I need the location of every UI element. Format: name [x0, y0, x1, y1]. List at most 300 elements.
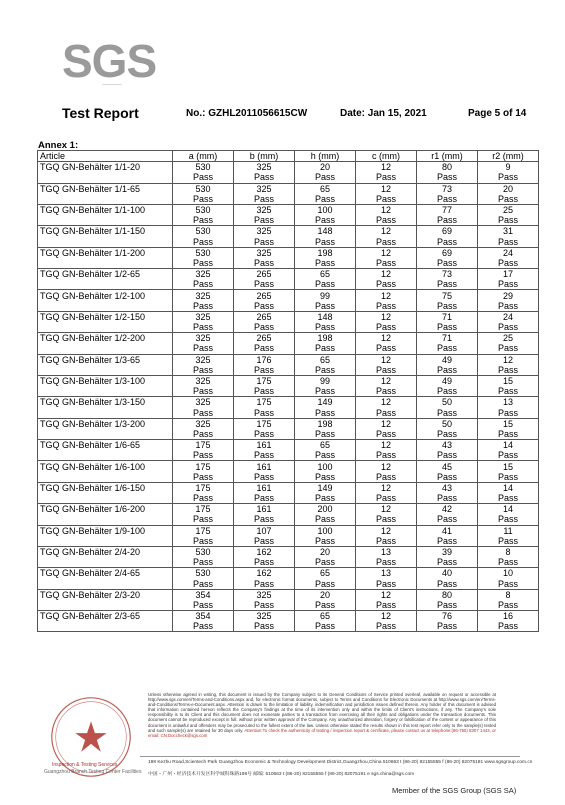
- result-cell: Pass: [478, 600, 539, 611]
- result-cell: Pass: [173, 322, 234, 333]
- article-cell: TGQ GN-Behälter 1/1-65: [38, 183, 173, 194]
- value-cell: 73: [417, 269, 478, 280]
- value-cell: 162: [234, 546, 295, 557]
- column-header: Article: [38, 151, 173, 162]
- value-cell: 530: [173, 204, 234, 215]
- result-cell: Pass: [356, 600, 417, 611]
- result-cell: Pass: [234, 322, 295, 333]
- article-cell: TGQ GN-Behälter 1/3-100: [38, 375, 173, 386]
- result-cell: Pass: [478, 194, 539, 205]
- result-cell: Pass: [478, 429, 539, 440]
- value-cell: 325: [173, 418, 234, 429]
- result-cell: Pass: [173, 514, 234, 525]
- result-cell: Pass: [356, 343, 417, 354]
- result-cell: Pass: [234, 172, 295, 183]
- value-cell: 75: [417, 290, 478, 301]
- result-cell: Pass: [295, 172, 356, 183]
- value-cell: 12: [356, 333, 417, 344]
- article-cell: TGQ GN-Behälter 1/6-65: [38, 440, 173, 451]
- value-cell: 65: [295, 611, 356, 622]
- result-cell: Pass: [295, 365, 356, 376]
- result-cell: Pass: [417, 172, 478, 183]
- result-cell: Pass: [478, 258, 539, 269]
- result-cell: Pass: [478, 621, 539, 632]
- article-cell: TGQ GN-Behälter 2/4-20: [38, 546, 173, 557]
- value-cell: 325: [173, 333, 234, 344]
- result-cell: Pass: [417, 343, 478, 354]
- value-cell: 325: [234, 162, 295, 173]
- result-cell: Pass: [234, 365, 295, 376]
- result-cell: Pass: [295, 322, 356, 333]
- value-cell: 15: [478, 375, 539, 386]
- article-cell: TGQ GN-Behälter 1/2-150: [38, 311, 173, 322]
- result-row: [38, 579, 539, 590]
- table-row: [38, 204, 539, 215]
- value-cell: 175: [173, 461, 234, 472]
- value-cell: 14: [478, 482, 539, 493]
- article-cell-empty: [38, 365, 173, 376]
- result-cell: Pass: [417, 472, 478, 483]
- result-row: [38, 386, 539, 397]
- report-title: Test Report: [62, 105, 139, 121]
- result-row: [38, 322, 539, 333]
- value-cell: 12: [356, 482, 417, 493]
- value-cell: 20: [295, 589, 356, 600]
- article-cell: TGQ GN-Behälter 1/1-200: [38, 247, 173, 258]
- result-cell: Pass: [295, 215, 356, 226]
- value-cell: 325: [234, 589, 295, 600]
- value-cell: 16: [478, 611, 539, 622]
- result-cell: Pass: [173, 450, 234, 461]
- value-cell: 100: [295, 461, 356, 472]
- result-cell: Pass: [295, 386, 356, 397]
- result-cell: Pass: [417, 429, 478, 440]
- result-cell: Pass: [295, 279, 356, 290]
- article-cell: TGQ GN-Behälter 1/2-200: [38, 333, 173, 344]
- table-row: [38, 311, 539, 322]
- article-cell-empty: [38, 472, 173, 483]
- result-cell: Pass: [295, 301, 356, 312]
- value-cell: 80: [417, 162, 478, 173]
- value-cell: 24: [478, 247, 539, 258]
- sgs-logo-underline: [62, 84, 162, 94]
- result-cell: Pass: [234, 258, 295, 269]
- value-cell: 265: [234, 290, 295, 301]
- result-cell: Pass: [417, 194, 478, 205]
- result-cell: Pass: [295, 536, 356, 547]
- value-cell: 161: [234, 440, 295, 451]
- value-cell: 200: [295, 504, 356, 515]
- table-row: [38, 611, 539, 622]
- result-cell: Pass: [234, 215, 295, 226]
- result-cell: Pass: [295, 450, 356, 461]
- column-header: a (mm): [173, 151, 234, 162]
- article-cell: TGQ GN-Behälter 1/1-20: [38, 162, 173, 173]
- result-cell: Pass: [478, 408, 539, 419]
- result-cell: Pass: [234, 279, 295, 290]
- value-cell: 12: [356, 397, 417, 408]
- article-cell: TGQ GN-Behälter 1/6-100: [38, 461, 173, 472]
- result-cell: Pass: [417, 493, 478, 504]
- value-cell: 20: [295, 162, 356, 173]
- value-cell: 161: [234, 504, 295, 515]
- result-cell: Pass: [234, 408, 295, 419]
- result-cell: Pass: [417, 536, 478, 547]
- table-row: [38, 568, 539, 579]
- article-cell-empty: [38, 579, 173, 590]
- result-cell: Pass: [173, 258, 234, 269]
- result-cell: Pass: [417, 279, 478, 290]
- address-chinese: 中国・广州・经济技术开发区科学城科珠路198号 邮编: 510663 t (86-20) 82155555 f (86-20) 82075191 e sgs.china@sgs.com: [148, 772, 415, 777]
- value-cell: 12: [356, 418, 417, 429]
- value-cell: 175: [234, 418, 295, 429]
- value-cell: 325: [173, 290, 234, 301]
- result-cell: Pass: [234, 301, 295, 312]
- result-cell: Pass: [478, 557, 539, 568]
- value-cell: 9: [478, 162, 539, 173]
- report-number: No.: GZHL2011056615CW: [186, 108, 308, 119]
- result-cell: Pass: [173, 301, 234, 312]
- column-header: b (mm): [234, 151, 295, 162]
- result-cell: Pass: [234, 386, 295, 397]
- result-cell: Pass: [478, 536, 539, 547]
- value-cell: 265: [234, 311, 295, 322]
- value-cell: 11: [478, 525, 539, 536]
- result-cell: Pass: [478, 514, 539, 525]
- table-row: [38, 589, 539, 600]
- result-cell: Pass: [356, 215, 417, 226]
- article-cell-empty: [38, 408, 173, 419]
- value-cell: 100: [295, 525, 356, 536]
- value-cell: 69: [417, 247, 478, 258]
- value-cell: 175: [234, 375, 295, 386]
- result-cell: Pass: [356, 557, 417, 568]
- value-cell: 12: [478, 354, 539, 365]
- value-cell: 530: [173, 162, 234, 173]
- article-cell-empty: [38, 279, 173, 290]
- value-cell: 13: [356, 568, 417, 579]
- article-cell-empty: [38, 172, 173, 183]
- result-cell: Pass: [173, 472, 234, 483]
- article-cell-empty: [38, 301, 173, 312]
- result-cell: Pass: [356, 472, 417, 483]
- result-cell: Pass: [417, 514, 478, 525]
- article-cell: TGQ GN-Behälter 1/6-150: [38, 482, 173, 493]
- value-cell: 12: [356, 311, 417, 322]
- article-cell-empty: [38, 514, 173, 525]
- result-cell: Pass: [234, 450, 295, 461]
- value-cell: 65: [295, 440, 356, 451]
- value-cell: 325: [173, 354, 234, 365]
- result-cell: Pass: [173, 215, 234, 226]
- result-cell: Pass: [356, 450, 417, 461]
- article-cell-empty: [38, 450, 173, 461]
- value-cell: 12: [356, 247, 417, 258]
- value-cell: 12: [356, 525, 417, 536]
- result-cell: Pass: [417, 408, 478, 419]
- value-cell: 325: [173, 269, 234, 280]
- value-cell: 325: [234, 226, 295, 237]
- result-cell: Pass: [478, 472, 539, 483]
- result-cell: Pass: [417, 621, 478, 632]
- value-cell: 12: [356, 375, 417, 386]
- value-cell: 325: [173, 375, 234, 386]
- article-cell: TGQ GN-Behälter 1/9-100: [38, 525, 173, 536]
- value-cell: 12: [356, 269, 417, 280]
- value-cell: 176: [234, 354, 295, 365]
- result-cell: Pass: [234, 343, 295, 354]
- table-row: [38, 226, 539, 237]
- article-cell: TGQ GN-Behälter 1/2-65: [38, 269, 173, 280]
- value-cell: 71: [417, 333, 478, 344]
- value-cell: 175: [173, 504, 234, 515]
- value-cell: 175: [234, 397, 295, 408]
- result-row: [38, 215, 539, 226]
- page-number: Page 5 of 14: [468, 108, 527, 119]
- result-cell: Pass: [417, 365, 478, 376]
- value-cell: 354: [173, 589, 234, 600]
- result-cell: Pass: [478, 237, 539, 248]
- table-row: [38, 440, 539, 451]
- result-cell: Pass: [173, 536, 234, 547]
- article-cell: TGQ GN-Behälter 2/4-65: [38, 568, 173, 579]
- result-cell: Pass: [417, 557, 478, 568]
- value-cell: 325: [173, 397, 234, 408]
- value-cell: 10: [478, 568, 539, 579]
- value-cell: 12: [356, 461, 417, 472]
- result-cell: Pass: [173, 621, 234, 632]
- result-cell: Pass: [295, 472, 356, 483]
- sgs-logo: SGS: [62, 35, 157, 87]
- table-row: [38, 375, 539, 386]
- result-cell: Pass: [173, 172, 234, 183]
- result-cell: Pass: [234, 194, 295, 205]
- result-cell: Pass: [478, 579, 539, 590]
- article-cell-empty: [38, 258, 173, 269]
- result-row: [38, 172, 539, 183]
- value-cell: 530: [173, 226, 234, 237]
- value-cell: 325: [234, 611, 295, 622]
- result-cell: Pass: [234, 237, 295, 248]
- result-cell: Pass: [356, 237, 417, 248]
- result-cell: Pass: [295, 579, 356, 590]
- footer-disclaimer: Unless otherwise agreed in writing, this document is issued by the Company subject to its General Conditions of Service printed overleaf, available on request or accessible at http://www.sgs.com/en/Terms-and-Conditions.aspx and, for electronic format documents, subject to Terms and Conditions for Electronic Documents at http://www.sgs.com/en/Terms-and-Conditions/Terms-e-Document.aspx. Attention is drawn to the limitation of liability, indemnification and jurisdiction issues defined therein. Any holder of this document is advised that information contained hereon reflects the Company's findings at the time of its intervention only and within the limits of Client's instructions, if any. The Company's sole responsibility is to its Client and this document does not exonerate parties to a transaction from exercising all their rights and obligations under the transaction documents. This document cannot be reproduced except in full, without prior written approval of the Company. Any unauthorized alteration, forgery or falsification of the content or appearance of this document is unlawful and offenders may be prosecuted to the fullest extent of the law. Unless otherwise stated the results shown in this test report refer only to the sample(s) tested and such sample(s) are retained for 30 days only. Attention:To check the authenticity of testing / inspection report & certificate, please contact us at telephone:(86-755) 8307 1443, or email: CN.Doccheck@sgs.com: [148, 692, 496, 738]
- result-cell: Pass: [295, 557, 356, 568]
- article-cell-empty: [38, 322, 173, 333]
- result-cell: Pass: [478, 301, 539, 312]
- value-cell: 20: [295, 546, 356, 557]
- value-cell: 77: [417, 204, 478, 215]
- value-cell: 14: [478, 504, 539, 515]
- value-cell: 45: [417, 461, 478, 472]
- value-cell: 12: [356, 226, 417, 237]
- result-cell: Pass: [356, 279, 417, 290]
- article-cell-empty: [38, 237, 173, 248]
- value-cell: 530: [173, 546, 234, 557]
- value-cell: 40: [417, 568, 478, 579]
- value-cell: 73: [417, 183, 478, 194]
- result-cell: Pass: [234, 514, 295, 525]
- result-row: [38, 450, 539, 461]
- authenticity-notice: Attention:To check the authenticity of testing / inspection report & certificate, please contact us at telephone:(86-755) 8307 1443, or email: CN.Doccheck@sgs.com: [148, 727, 496, 738]
- result-cell: Pass: [234, 472, 295, 483]
- value-cell: 65: [295, 568, 356, 579]
- result-cell: Pass: [478, 279, 539, 290]
- value-cell: 149: [295, 482, 356, 493]
- result-cell: Pass: [173, 365, 234, 376]
- value-cell: 43: [417, 482, 478, 493]
- value-cell: 265: [234, 333, 295, 344]
- value-cell: 162: [234, 568, 295, 579]
- value-cell: 99: [295, 375, 356, 386]
- result-cell: Pass: [356, 172, 417, 183]
- value-cell: 99: [295, 290, 356, 301]
- result-row: [38, 365, 539, 376]
- value-cell: 8: [478, 546, 539, 557]
- annex-label: Annex 1:: [38, 140, 79, 151]
- result-cell: Pass: [478, 215, 539, 226]
- result-cell: Pass: [295, 237, 356, 248]
- report-date: Date: Jan 15, 2021: [340, 108, 427, 119]
- value-cell: 12: [356, 504, 417, 515]
- article-cell: TGQ GN-Behälter 2/3-20: [38, 589, 173, 600]
- result-cell: Pass: [478, 386, 539, 397]
- value-cell: 12: [356, 204, 417, 215]
- value-cell: 161: [234, 482, 295, 493]
- result-cell: Pass: [295, 621, 356, 632]
- table-row: [38, 525, 539, 536]
- result-row: [38, 301, 539, 312]
- column-header: r2 (mm): [478, 151, 539, 162]
- value-cell: 50: [417, 397, 478, 408]
- table-row: [38, 504, 539, 515]
- result-cell: Pass: [356, 514, 417, 525]
- result-cell: Pass: [356, 579, 417, 590]
- value-cell: 17: [478, 269, 539, 280]
- value-cell: 50: [417, 418, 478, 429]
- value-cell: 15: [478, 461, 539, 472]
- value-cell: 71: [417, 311, 478, 322]
- result-cell: Pass: [173, 493, 234, 504]
- result-row: [38, 493, 539, 504]
- member-notice: Member of the SGS Group (SGS SA): [392, 786, 517, 795]
- value-cell: 29: [478, 290, 539, 301]
- article-cell: TGQ GN-Behälter 1/2-100: [38, 290, 173, 301]
- table-row: [38, 247, 539, 258]
- value-cell: 65: [295, 354, 356, 365]
- value-cell: 198: [295, 418, 356, 429]
- article-cell-empty: [38, 215, 173, 226]
- result-cell: Pass: [478, 493, 539, 504]
- result-row: [38, 279, 539, 290]
- result-row: [38, 408, 539, 419]
- result-row: [38, 194, 539, 205]
- result-row: [38, 621, 539, 632]
- value-cell: 8: [478, 589, 539, 600]
- result-row: [38, 258, 539, 269]
- result-cell: Pass: [356, 429, 417, 440]
- article-cell-empty: [38, 194, 173, 205]
- article-cell-empty: [38, 621, 173, 632]
- value-cell: 198: [295, 247, 356, 258]
- value-cell: 49: [417, 354, 478, 365]
- value-cell: 15: [478, 418, 539, 429]
- value-cell: 20: [478, 183, 539, 194]
- result-cell: Pass: [173, 237, 234, 248]
- result-cell: Pass: [173, 557, 234, 568]
- table-row: [38, 461, 539, 472]
- value-cell: 325: [234, 204, 295, 215]
- result-cell: Pass: [417, 258, 478, 269]
- result-row: [38, 472, 539, 483]
- value-cell: 31: [478, 226, 539, 237]
- result-cell: Pass: [234, 621, 295, 632]
- table-row: [38, 482, 539, 493]
- value-cell: 175: [173, 482, 234, 493]
- value-cell: 14: [478, 440, 539, 451]
- result-cell: Pass: [173, 600, 234, 611]
- result-cell: Pass: [478, 322, 539, 333]
- result-row: [38, 514, 539, 525]
- table-row: [38, 354, 539, 365]
- footer-divider: [140, 756, 520, 757]
- value-cell: 325: [234, 247, 295, 258]
- table-row: [38, 162, 539, 173]
- result-cell: Pass: [173, 194, 234, 205]
- value-cell: 65: [295, 183, 356, 194]
- value-cell: 530: [173, 183, 234, 194]
- value-cell: 198: [295, 333, 356, 344]
- value-cell: 13: [356, 546, 417, 557]
- column-header: r1 (mm): [417, 151, 478, 162]
- result-cell: Pass: [356, 493, 417, 504]
- dimensions-table: [37, 150, 539, 632]
- result-cell: Pass: [356, 386, 417, 397]
- result-cell: Pass: [356, 365, 417, 376]
- value-cell: 12: [356, 611, 417, 622]
- result-cell: Pass: [417, 600, 478, 611]
- table-row: [38, 397, 539, 408]
- value-cell: 13: [478, 397, 539, 408]
- result-cell: Pass: [417, 237, 478, 248]
- table-row: [38, 333, 539, 344]
- result-cell: Pass: [234, 600, 295, 611]
- article-cell-empty: [38, 429, 173, 440]
- result-cell: Pass: [234, 579, 295, 590]
- result-row: [38, 536, 539, 547]
- result-cell: Pass: [478, 343, 539, 354]
- value-cell: 100: [295, 204, 356, 215]
- result-cell: Pass: [356, 408, 417, 419]
- result-cell: Pass: [295, 408, 356, 419]
- result-cell: Pass: [417, 301, 478, 312]
- result-cell: Pass: [173, 279, 234, 290]
- result-cell: Pass: [417, 215, 478, 226]
- result-cell: Pass: [234, 536, 295, 547]
- result-row: [38, 557, 539, 568]
- value-cell: 12: [356, 290, 417, 301]
- value-cell: 354: [173, 611, 234, 622]
- value-cell: 175: [173, 525, 234, 536]
- result-cell: Pass: [295, 600, 356, 611]
- article-cell-empty: [38, 493, 173, 504]
- table-row: [38, 546, 539, 557]
- value-cell: 161: [234, 461, 295, 472]
- value-cell: 49: [417, 375, 478, 386]
- value-cell: 107: [234, 525, 295, 536]
- result-cell: Pass: [478, 172, 539, 183]
- value-cell: 65: [295, 269, 356, 280]
